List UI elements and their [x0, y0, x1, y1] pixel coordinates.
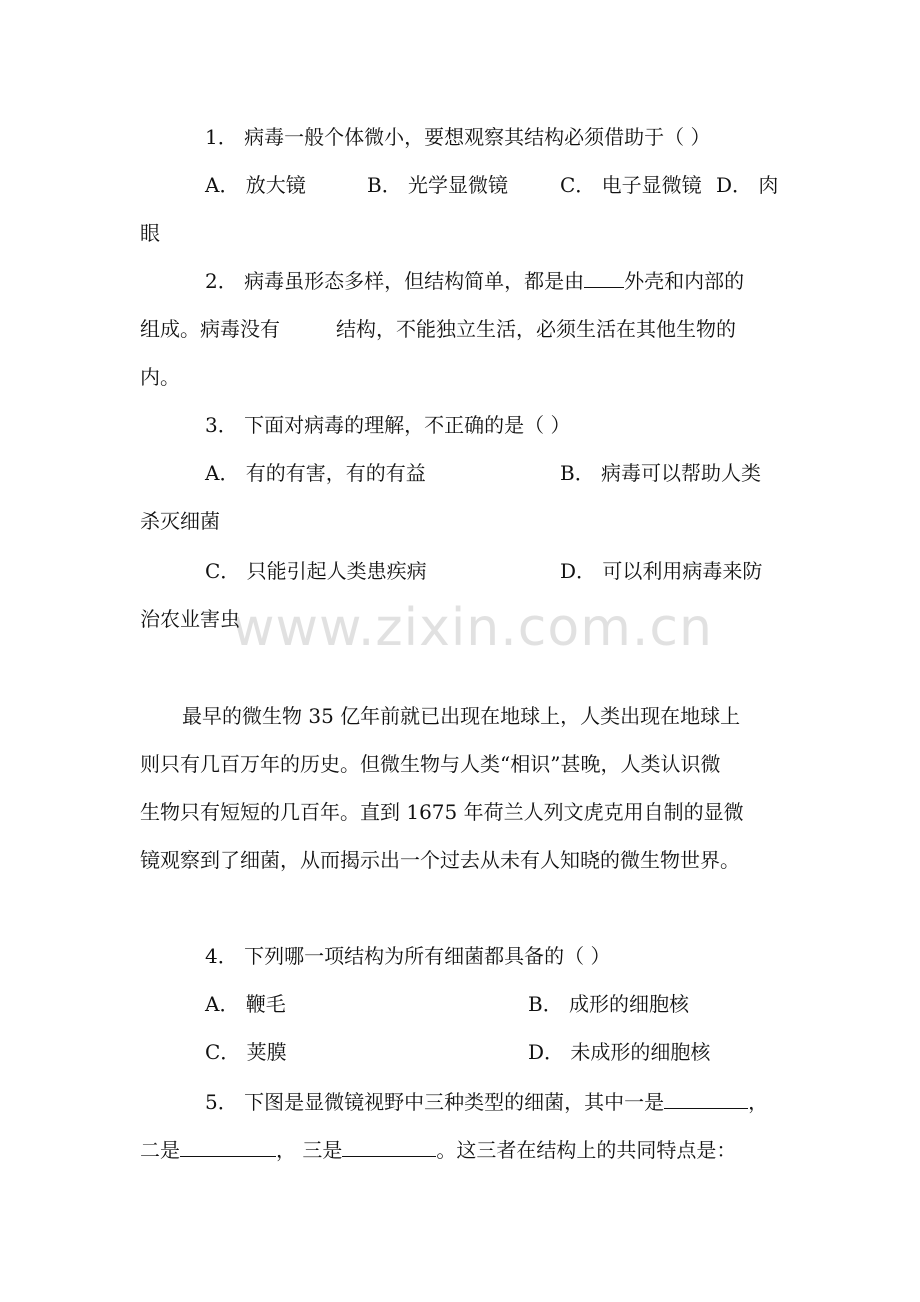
q4-option-a: A． 鞭毛	[205, 992, 286, 1016]
q1-option-b: B． 光学显微镜	[367, 173, 509, 197]
q4-option-b: B． 成形的细胞核	[528, 992, 690, 1016]
q4-stem: 4． 下列哪一项结构为所有细菌都具备的（ ）	[205, 944, 611, 968]
q2-line1	[205, 269, 744, 293]
q3-option-d-cont: 治农业害虫	[140, 607, 240, 631]
passage-line: 则只有几百万年的历史。但微生物与人类“相识”甚晚，人类认识微	[140, 752, 721, 776]
q5-text: ，	[748, 1090, 769, 1114]
q2-text: 结构，不能独立生活，必须生活在其他生物的	[336, 317, 736, 341]
q5-text: 5． 下图是显微镜视野中三种类型的细菌，其中一是	[205, 1090, 665, 1114]
q3-stem: 3． 下面对病毒的理解，不正确的是（ ）	[205, 413, 571, 437]
q5-line1	[205, 1090, 768, 1114]
answer-blank	[584, 269, 624, 288]
q4-option-c: C． 荚膜	[205, 1040, 287, 1064]
q5-text: 二是	[140, 1138, 180, 1162]
passage-line: 最早的微生物 35 亿年前就已出现在地球上，人类出现在地球上	[182, 704, 741, 728]
q2-text: 组成。病毒没有	[140, 317, 280, 341]
q1-option-a: A． 放大镜	[205, 173, 306, 197]
q2-text: 外壳和内部的	[624, 269, 745, 293]
q2-line3: 内。	[140, 365, 180, 389]
q3-option-c: C． 只能引起人类患疾病	[205, 559, 427, 583]
q3-option-b-cont: 杀灭细菌	[140, 509, 220, 533]
q1-option-c: C． 电子显微镜	[560, 173, 702, 197]
q5-text: ， 三是	[276, 1138, 343, 1162]
q3-option-d: D． 可以利用病毒来防	[560, 559, 763, 583]
passage-line: 镜观察到了细菌，从而揭示出一个过去从未有人知晓的微生物世界。	[140, 848, 740, 872]
q1-stem: 1． 病毒一般个体微小，要想观察其结构必须借助于（ ）	[205, 125, 711, 149]
q4-option-d: D． 未成形的细胞核	[528, 1040, 711, 1064]
q1-option-d: D． 肉	[716, 173, 779, 197]
q5-line2	[140, 1138, 736, 1162]
answer-blank	[664, 1090, 748, 1109]
passage-line: 生物只有短短的几百年。直到 1675 年荷兰人列文虎克用自制的显微	[140, 800, 744, 824]
answer-blank	[180, 1138, 276, 1157]
q1-option-d-cont: 眼	[140, 221, 160, 245]
q2-text: 2． 病毒虽形态多样，但结构简单，都是由	[205, 269, 585, 293]
q5-text: 。这三者在结构上的共同特点是：	[436, 1138, 737, 1162]
answer-blank	[342, 1138, 436, 1157]
q2-line2	[140, 317, 736, 341]
q3-option-b: B． 病毒可以帮助人类	[560, 461, 762, 485]
watermark: www.zixin.com.cn	[232, 598, 713, 658]
q3-option-a: A． 有的有害，有的有益	[205, 461, 426, 485]
